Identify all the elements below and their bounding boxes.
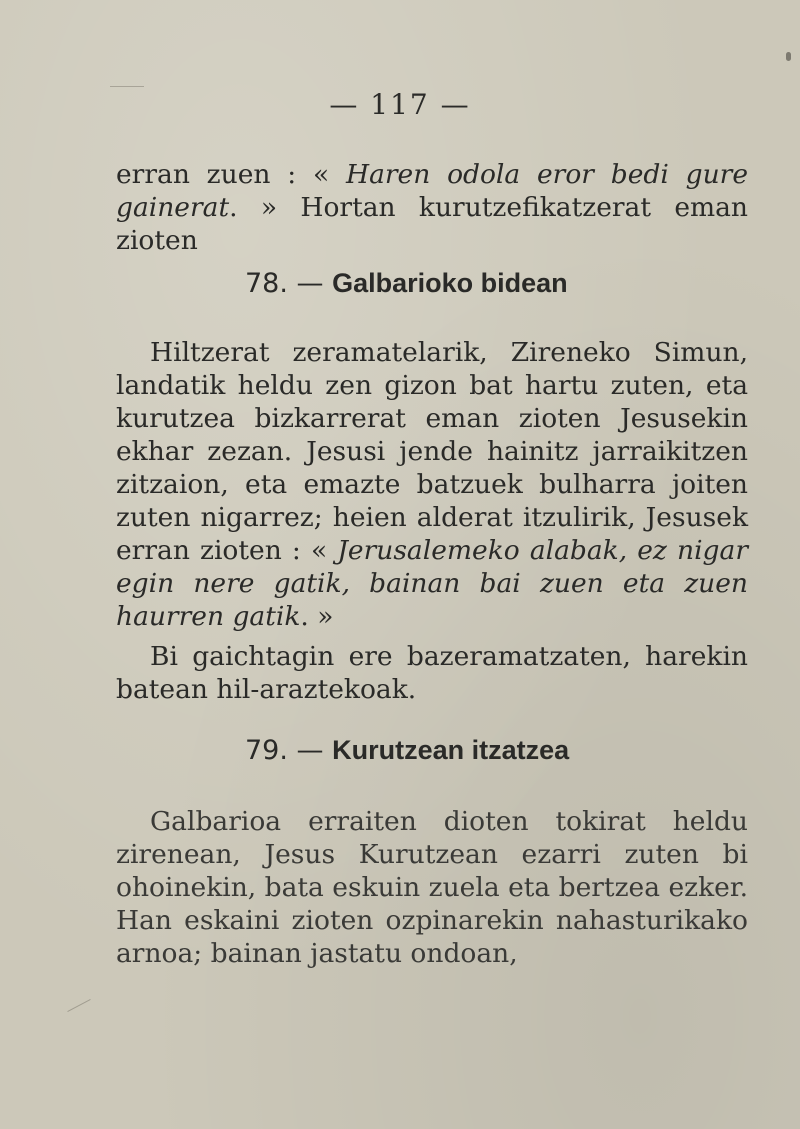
paragraph [116,805,748,970]
section-title: Kurutzean itzatzea [332,735,570,765]
section-number: 79. — [245,735,324,766]
pencil-stroke [67,999,90,1012]
quoted-text: Jerusalemeko alabak, ez nigar egin nere gatik, bainan bai zuen eta zuen haurren gatik [116,535,748,632]
paragraph-text: . » Hortan kurutzefikatzerat eman zioten [116,192,748,256]
paragraph-text: Galbarioa erraiten dioten tokirat heldu zirenean, Jesus Kurutzean ezarri zuten bi ohoinekin, bata eskuin zuela eta bertzea ezker. Han eskaini zioten ozpinarekin nahasturikako arnoa; bainan jastatu ondoan, [116,806,749,969]
section-heading-79 [245,735,569,766]
section-heading-78 [245,268,568,299]
page-number: — 117 — [329,88,471,121]
quoted-text: Haren odola eror bedi gure gainerat [116,159,749,223]
paragraph-text: . » [300,601,334,632]
paragraph [116,336,748,633]
faint-line [110,86,144,87]
paragraph [116,640,748,706]
ink-speck [786,52,791,61]
paragraph-continuation [116,158,748,257]
section-number: 78. — [245,268,324,299]
paragraph-text: Bi gaichtagin ere bazeramatzaten, harekin batean hil-araztekoak. [116,641,748,705]
section-title: Galbarioko bidean [332,268,568,298]
paragraph-text: Hiltzerat zeramatelarik, Zireneko Simun, landatik heldu zen gizon bat hartu zuten, eta kurutzea bizkarrerat eman zioten Jesusekin ekhar zezan. Jesusi jende hainitz jarraikitzen zitzaion, eta emazte batzuek bulharra joiten zuten nigarrez; heien alderat itzulirik, Jesusek erran zioten : « [116,337,748,566]
paragraph-text: erran zuen : « [116,159,346,190]
